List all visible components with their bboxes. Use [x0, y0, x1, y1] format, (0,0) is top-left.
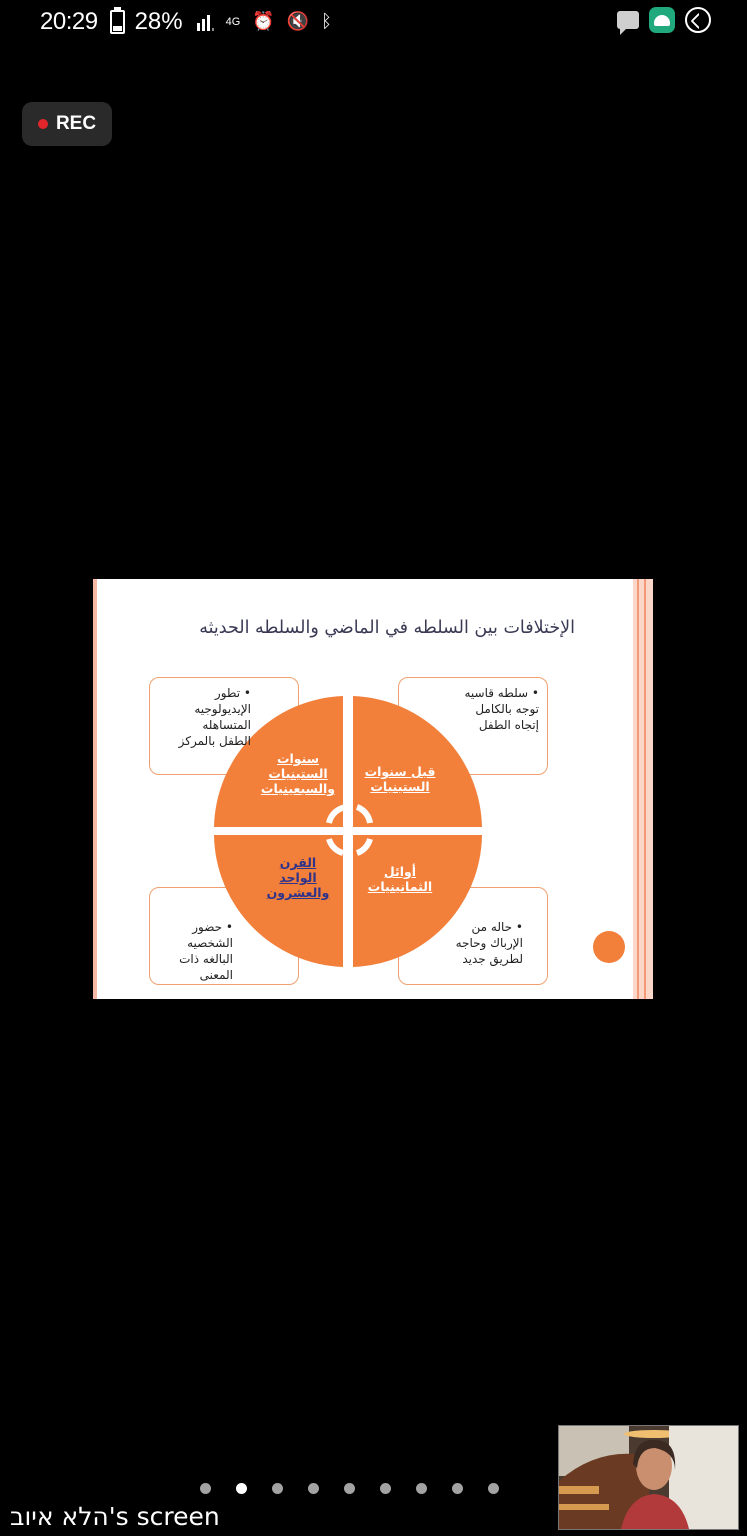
page-dot[interactable]	[200, 1483, 211, 1494]
recording-indicator[interactable]	[22, 102, 112, 146]
recording-label: REC	[55, 113, 97, 134]
mute-icon: 🔇	[286, 11, 310, 32]
shared-slide[interactable]	[93, 579, 653, 999]
box-text-top-right: • سلطه قاسيه توجه بالكامل إتجاه الطفل	[433, 685, 539, 733]
box-text-bottom-right: • حاله من الإرباك وحاجه لطريق جديد	[423, 919, 523, 967]
record-dot-icon	[38, 119, 48, 129]
bluetooth-icon: ᛒ	[321, 11, 332, 32]
box-text-top-left: • تطور الإيديولوجيه المتساهله الطفل بالمركز	[143, 685, 251, 749]
page-dot[interactable]	[416, 1483, 427, 1494]
android-icon	[649, 7, 675, 33]
quadrant-label-top-left: سنوات الستينيات والسبعينيات	[260, 751, 336, 796]
message-icon	[617, 11, 639, 29]
page-dot[interactable]	[272, 1483, 283, 1494]
participant-video-thumbnail[interactable]	[558, 1425, 739, 1530]
page-dot[interactable]	[344, 1483, 355, 1494]
decorative-dot	[593, 931, 625, 963]
clock: 20:29	[40, 8, 98, 35]
battery-percent: 28%	[134, 8, 183, 35]
participant-video	[559, 1426, 738, 1529]
screen-share-caption: הלא איוב's screen	[10, 1502, 220, 1531]
whatsapp-icon	[685, 7, 711, 33]
signal-bars-icon	[197, 13, 214, 31]
page-dot[interactable]	[308, 1483, 319, 1494]
quadrant-label-top-right: قبل سنوات الستينيات	[364, 764, 436, 794]
page-dot-active[interactable]	[236, 1483, 247, 1494]
4g-icon: 4G	[225, 16, 241, 28]
status-bar	[0, 0, 747, 44]
quadrant-label-bottom-left: القرن الواحد والعشرون	[266, 855, 330, 900]
battery-icon	[110, 10, 125, 34]
page-dot[interactable]	[488, 1483, 499, 1494]
page-indicator[interactable]	[200, 1483, 499, 1494]
box-text-bottom-left: • حضور الشخصيه البالغه ذات المعنى	[151, 919, 233, 983]
page-dot[interactable]	[380, 1483, 391, 1494]
cycle-arrows-icon	[329, 807, 370, 853]
page-dot[interactable]	[452, 1483, 463, 1494]
slide-title: الإختلافات بين السلطه في الماضي والسلطه الحديثه	[199, 618, 575, 638]
quadrant-label-bottom-right: أوائل الثمانينيات	[367, 864, 433, 894]
alarm-icon: ⏰	[252, 11, 275, 32]
